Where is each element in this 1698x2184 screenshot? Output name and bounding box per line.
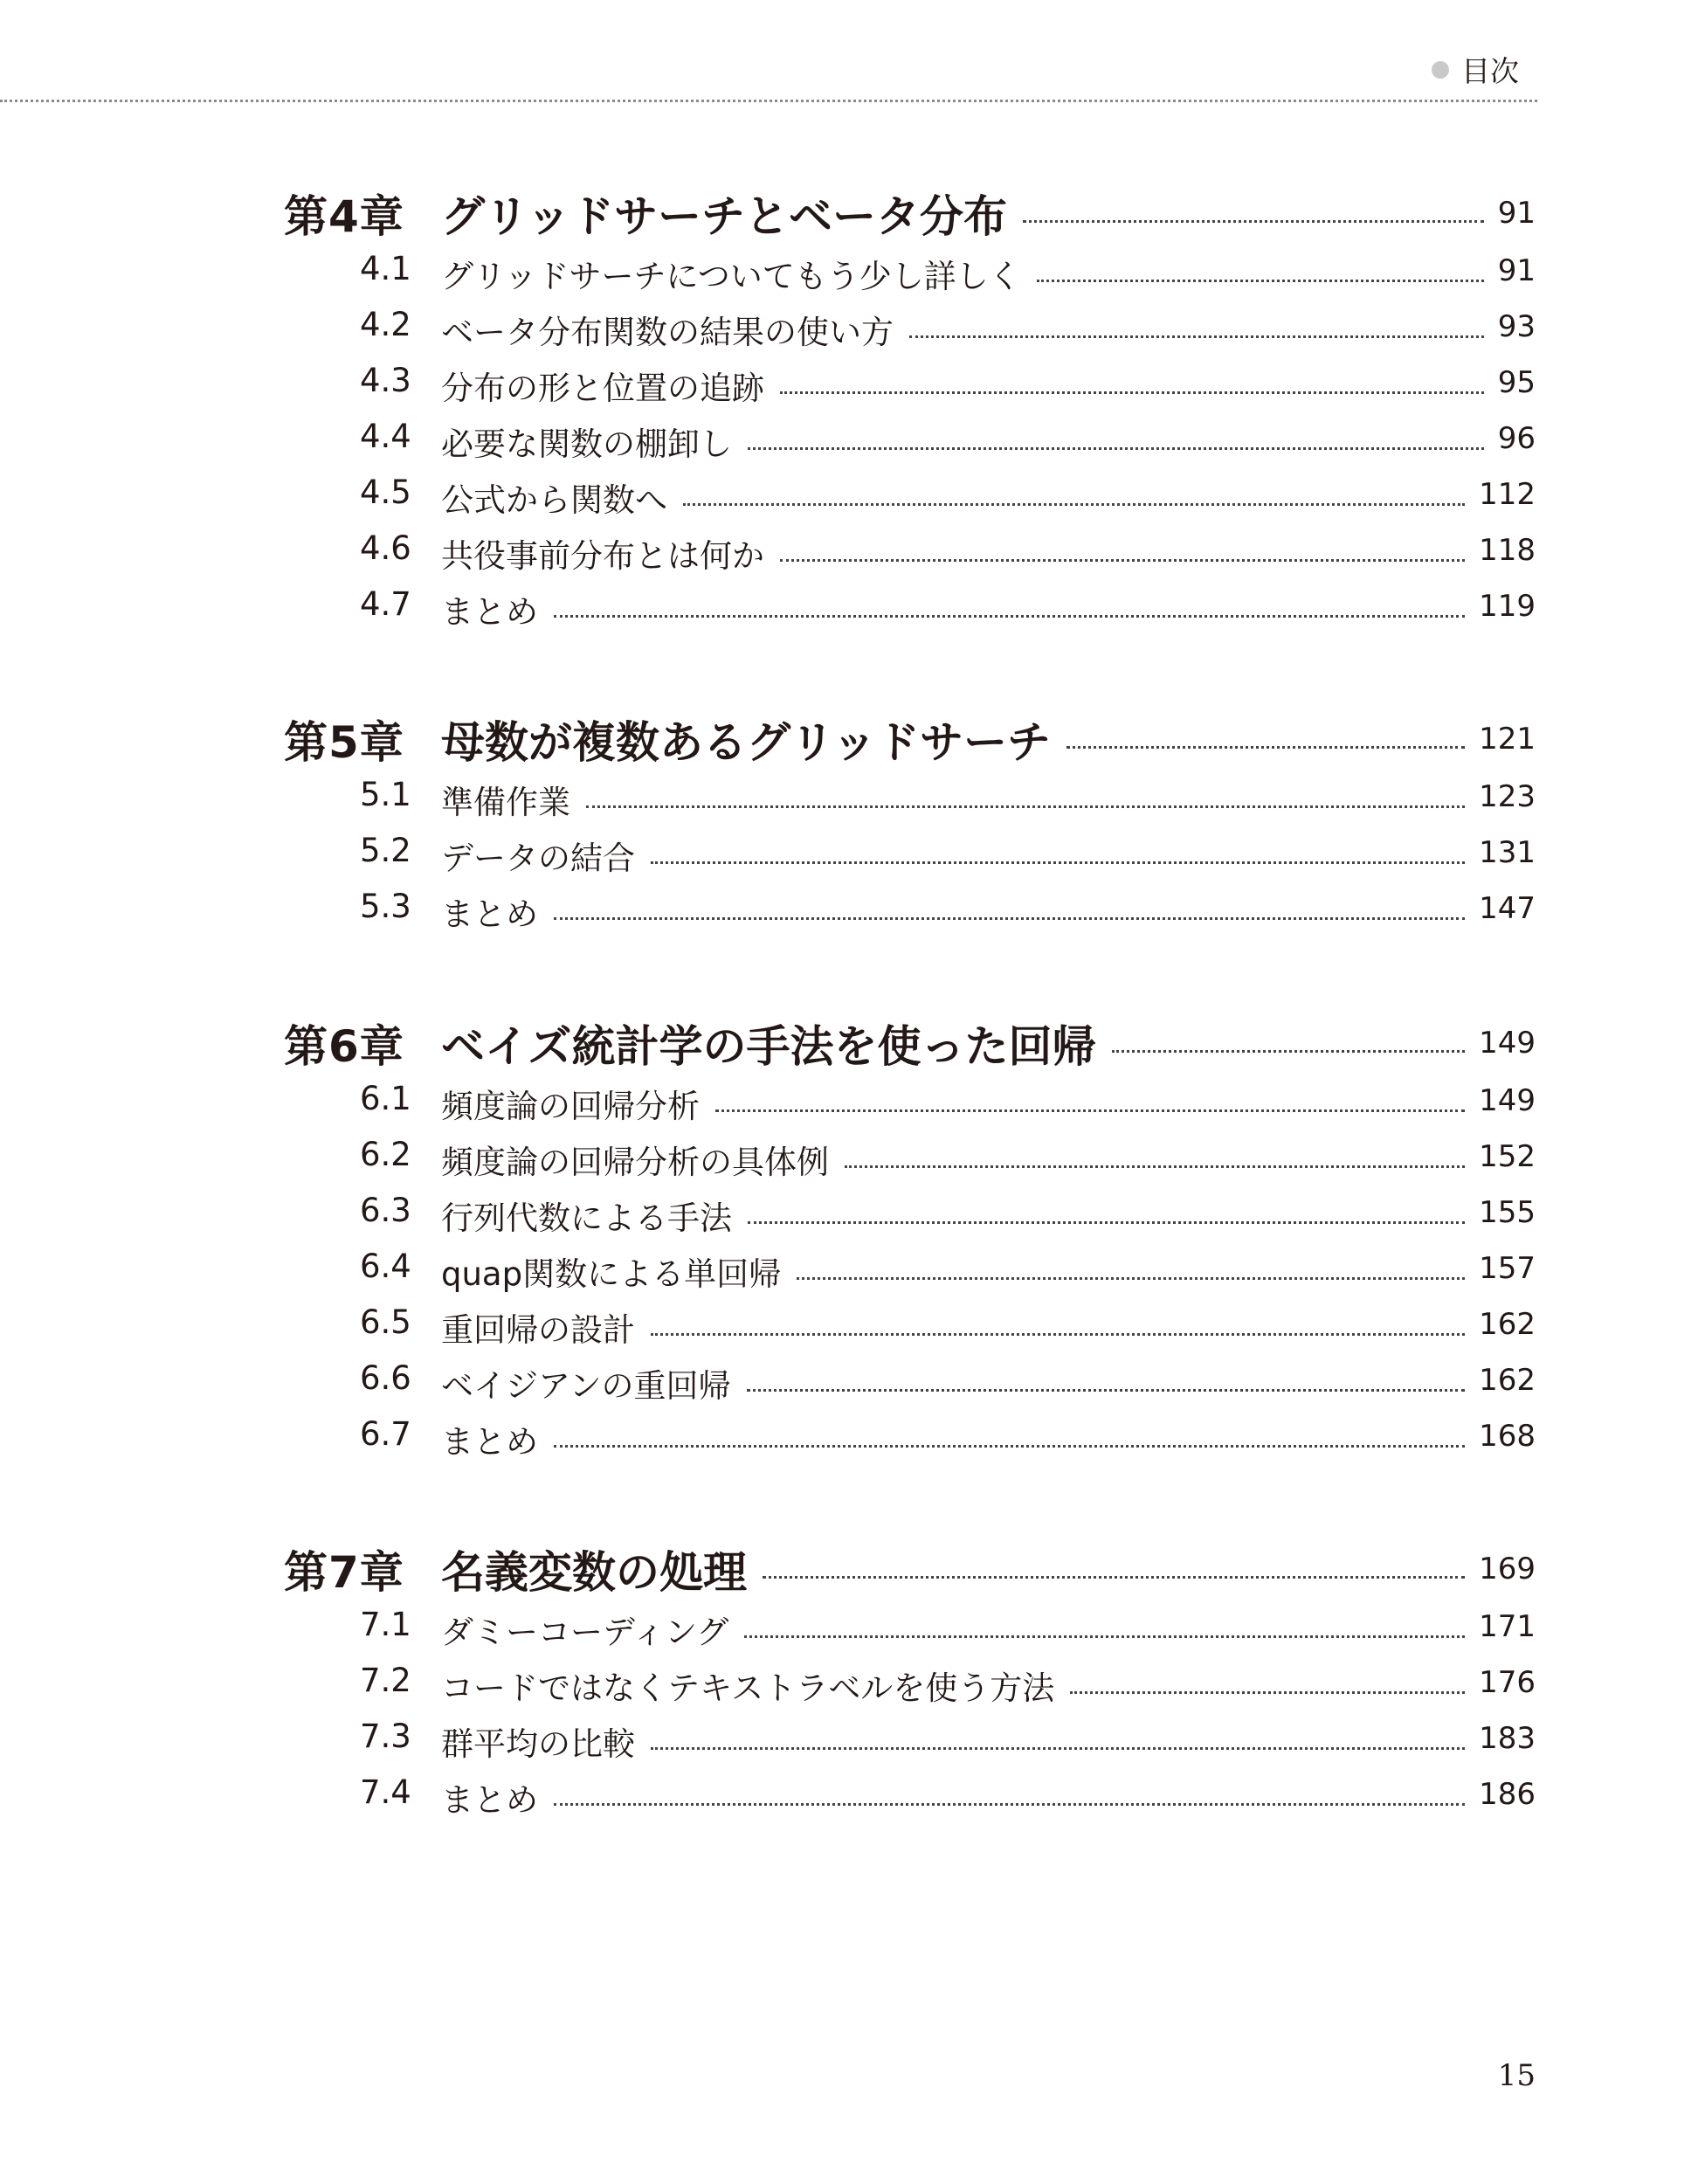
section-number: 7.4 xyxy=(360,1773,411,1811)
dot-leader xyxy=(651,861,1465,864)
chapter-number: 第4章 xyxy=(284,191,404,242)
section-page-number: 176 xyxy=(1479,1665,1536,1700)
section-title: まとめ xyxy=(441,593,538,631)
section-page-number: 186 xyxy=(1479,1777,1536,1812)
section-number: 6.4 xyxy=(360,1248,411,1285)
section-title: ベータ分布関数の結果の使い方 xyxy=(441,314,894,351)
section-number: 6.7 xyxy=(360,1415,411,1453)
section-page-number: 96 xyxy=(1497,421,1536,456)
dot-leader xyxy=(651,1333,1465,1336)
dot-leader xyxy=(1070,1691,1465,1694)
page-number: 15 xyxy=(1497,2058,1536,2093)
bullet-dot-icon xyxy=(1432,61,1449,79)
section-title: quap関数による単回帰 xyxy=(441,1255,782,1293)
section-number: 6.6 xyxy=(360,1359,411,1397)
dot-leader xyxy=(909,335,1484,338)
section-number: 6.5 xyxy=(360,1303,411,1341)
dot-leader xyxy=(763,1576,1465,1579)
dot-leader xyxy=(748,1221,1465,1224)
dot-leader xyxy=(554,615,1465,618)
section-title: 頻度論の回帰分析 xyxy=(441,1088,700,1125)
section-number: 7.2 xyxy=(360,1662,411,1699)
section-page-number: 152 xyxy=(1479,1139,1536,1174)
section-number: 4.5 xyxy=(360,473,411,511)
chapter-title: 母数が複数あるグリッドサーチ xyxy=(441,717,1051,768)
chapter-title: ベイズ統計学の手法を使った回帰 xyxy=(441,1021,1096,1072)
section-number: 5.1 xyxy=(360,776,411,813)
section-number: 5.2 xyxy=(360,832,411,869)
section-title: 準備作業 xyxy=(441,784,570,821)
dot-leader xyxy=(715,1109,1465,1112)
section-page-number: 123 xyxy=(1479,779,1536,814)
section-page-number: 118 xyxy=(1479,533,1536,568)
chapter-page-number: 149 xyxy=(1479,1026,1536,1061)
dot-leader xyxy=(797,1277,1465,1280)
section-number: 6.3 xyxy=(360,1192,411,1229)
dot-leader xyxy=(747,1389,1466,1392)
dot-leader xyxy=(780,559,1465,562)
chapter-number: 第5章 xyxy=(284,717,404,768)
chapter-page-number: 121 xyxy=(1479,722,1536,757)
section-title: 頻度論の回帰分析の具体例 xyxy=(441,1144,829,1181)
section-title: まとめ xyxy=(441,1781,538,1819)
section-title: 重回帰の設計 xyxy=(441,1311,635,1349)
section-title: ベイジアンの重回帰 xyxy=(441,1367,731,1405)
section-title: 行列代数による手法 xyxy=(441,1199,732,1237)
section-page-number: 168 xyxy=(1479,1419,1536,1454)
section-page-number: 93 xyxy=(1497,309,1536,344)
dot-leader xyxy=(683,503,1465,506)
section-page-number: 119 xyxy=(1479,589,1536,624)
section-title: 共役事前分布とは何か xyxy=(441,537,764,575)
chapter-title: 名義変数の処理 xyxy=(441,1547,747,1598)
section-title: まとめ xyxy=(441,1423,538,1461)
section-title: データの結合 xyxy=(441,840,635,877)
section-number: 4.6 xyxy=(360,529,411,567)
section-page-number: 157 xyxy=(1479,1251,1536,1286)
section-title: 必要な関数の棚卸し xyxy=(441,425,732,463)
section-page-number: 95 xyxy=(1497,365,1536,400)
section-number: 4.4 xyxy=(360,418,411,455)
chapter-title: グリッドサーチとベータ分布 xyxy=(441,191,1007,242)
dot-leader xyxy=(780,391,1484,394)
section-page-number: 183 xyxy=(1479,1721,1536,1756)
section-page-number: 147 xyxy=(1479,891,1536,926)
section-page-number: 112 xyxy=(1479,477,1536,512)
chapter-number: 第7章 xyxy=(284,1547,404,1598)
section-page-number: 91 xyxy=(1497,253,1536,288)
section-number: 5.3 xyxy=(360,888,411,925)
section-page-number: 171 xyxy=(1479,1609,1536,1644)
dot-leader xyxy=(651,1747,1465,1750)
section-title: 群平均の比較 xyxy=(441,1725,635,1763)
chapter-number: 第6章 xyxy=(284,1021,404,1072)
section-number: 4.1 xyxy=(360,250,411,287)
section-title: グリッドサーチについてもう少し詳しく xyxy=(441,258,1021,295)
dot-leader xyxy=(1037,280,1484,282)
dot-leader xyxy=(1066,746,1465,749)
section-number: 4.3 xyxy=(360,362,411,399)
section-number: 7.1 xyxy=(360,1606,411,1643)
section-page-number: 131 xyxy=(1479,835,1536,870)
section-page-number: 162 xyxy=(1479,1307,1536,1342)
section-title: 公式から関数へ xyxy=(441,481,667,519)
section-title: まとめ xyxy=(441,895,538,933)
section-title: ダミーコーディング xyxy=(441,1614,729,1651)
dot-leader xyxy=(845,1165,1465,1168)
section-number: 7.3 xyxy=(360,1717,411,1755)
section-page-number: 162 xyxy=(1479,1363,1536,1398)
dot-leader xyxy=(1112,1050,1466,1053)
section-title: コードではなくテキストラベルを使う方法 xyxy=(441,1669,1055,1707)
dot-leader xyxy=(554,1803,1465,1806)
running-header xyxy=(1432,49,1519,90)
chapter-page-number: 91 xyxy=(1497,196,1536,231)
chapter-page-number: 169 xyxy=(1479,1552,1536,1586)
dot-leader xyxy=(748,447,1484,450)
section-title: 分布の形と位置の追跡 xyxy=(441,370,764,407)
section-page-number: 149 xyxy=(1479,1083,1536,1118)
header-divider xyxy=(0,100,1537,102)
dot-leader xyxy=(1023,220,1484,223)
dot-leader xyxy=(744,1635,1465,1638)
dot-leader xyxy=(554,917,1465,920)
section-number: 6.2 xyxy=(360,1136,411,1173)
section-number: 6.1 xyxy=(360,1080,411,1117)
dot-leader xyxy=(554,1445,1465,1448)
section-number: 4.7 xyxy=(360,585,411,623)
section-page-number: 155 xyxy=(1479,1195,1536,1230)
section-number: 4.2 xyxy=(360,306,411,343)
dot-leader xyxy=(586,805,1465,808)
header-label: 目次 xyxy=(1461,54,1519,88)
